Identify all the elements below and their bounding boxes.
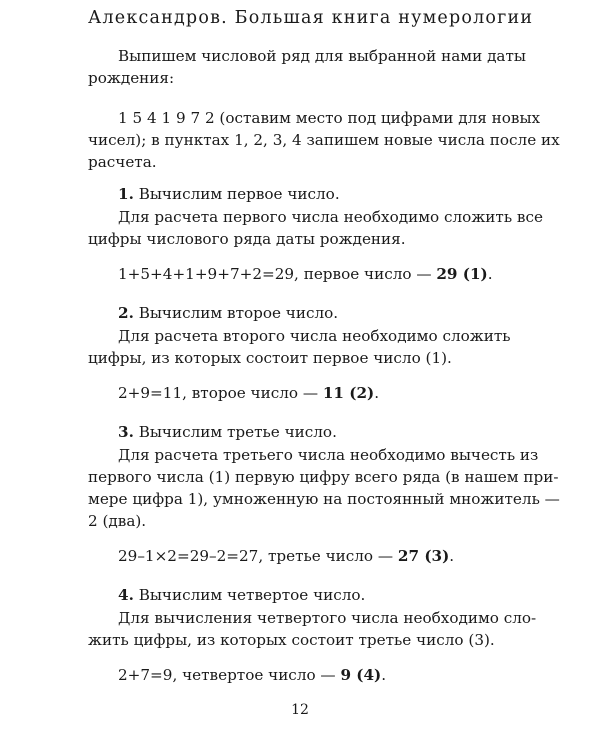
step2-heading-text: Вычислим второе число.: [138, 304, 339, 322]
step4-text-2: жить цифры, из которых состоит третье число (3).: [88, 631, 495, 649]
intro-line-1: Выпишем числовой ряд для выбранной нами даты: [118, 47, 526, 65]
step3-formula: [118, 545, 454, 567]
step3-heading: [118, 421, 337, 443]
step4-formula: [118, 664, 386, 686]
step1-heading-text: Вычислим первое число.: [138, 185, 340, 203]
step4-number: 4.: [118, 586, 134, 604]
step1-text-2: цифры числового ряда даты рождения.: [88, 230, 406, 248]
step2-text-2: цифры, из которых состоит первое число (1).: [88, 349, 452, 367]
step2-formula-text: 2+9=11, второе число —: [118, 384, 323, 402]
step1-text-1: Для расчета первого числа необходимо сложить все: [118, 208, 543, 226]
step3-text-2: первого числа (1) первую цифру всего ряда (в нашем при-: [88, 468, 559, 486]
step1-result: 29 (1): [436, 265, 488, 283]
step3-end: .: [449, 547, 455, 565]
page-number: 12: [291, 702, 309, 718]
running-title: Александров. Большая книга нумерологии: [88, 8, 534, 28]
step2-heading: [118, 302, 338, 324]
step3-result: 27 (3): [397, 547, 450, 565]
step4-end: .: [381, 666, 387, 684]
step1-heading: [118, 183, 340, 205]
step1-formula-text: 1+5+4+1+9+7+2=29, первое число —: [118, 265, 437, 283]
step4-heading-text: Вычислим четвертое число.: [138, 586, 366, 604]
step1-number: 1.: [118, 185, 134, 203]
step2-formula: [118, 382, 379, 404]
step4-heading: [118, 584, 365, 606]
step4-text-1: Для вычисления четвертого числа необходимо сло-: [118, 609, 537, 627]
row-line-2: чисел); в пунктах 1, 2, 3, 4 запишем новые числа после их: [88, 131, 560, 149]
row-line-3: расчета.: [88, 153, 157, 171]
intro-line-2: рождения:: [88, 69, 175, 87]
step2-result: 11 (2): [322, 384, 375, 402]
step2-end: .: [374, 384, 380, 402]
step1-formula: [118, 263, 493, 285]
step3-formula-text: 29–1×2=29–2=27, третье число —: [118, 547, 398, 565]
row-line-1: 1 5 4 1 9 7 2 (оставим место под цифрами для новых: [118, 109, 541, 127]
step1-end: .: [487, 265, 493, 283]
step3-number: 3.: [118, 423, 134, 441]
step2-number: 2.: [118, 304, 134, 322]
step3-text-1: Для расчета третьего числа необходимо вычесть из: [118, 446, 539, 464]
step3-text-3: мере цифра 1), умноженную на постоянный множитель —: [88, 490, 560, 508]
step2-text-1: Для расчета второго числа необходимо сложить: [118, 327, 511, 345]
step3-text-4: 2 (два).: [88, 512, 147, 530]
step3-heading-text: Вычислим третье число.: [138, 423, 337, 441]
step4-formula-text: 2+7=9, четвертое число —: [118, 666, 341, 684]
step4-result: 9 (4): [340, 666, 382, 684]
